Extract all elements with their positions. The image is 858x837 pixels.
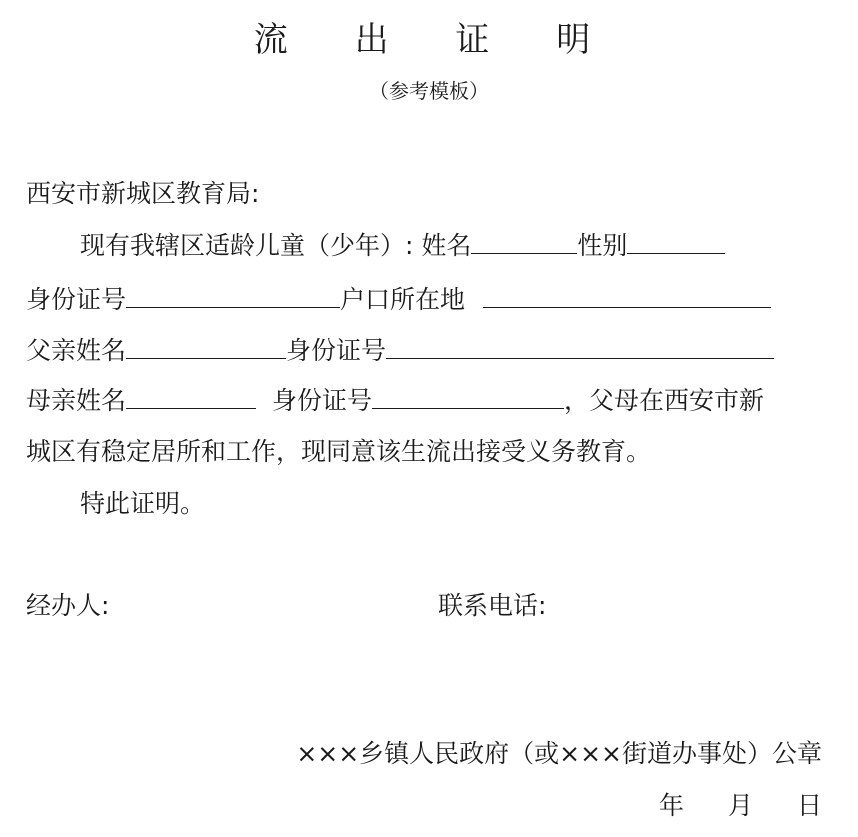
- official-seal-line: ×××乡镇人民政府（或×××街道办事处）公章: [296, 739, 822, 768]
- father-name-blank: [126, 332, 286, 359]
- date-month: 月: [727, 791, 753, 820]
- father-name-label: 父亲姓名: [26, 336, 127, 365]
- closing-text: 特此证明。: [80, 489, 206, 518]
- consent-text: 城区有稳定居所和工作，现同意该生流出接受义务教育。: [26, 437, 652, 466]
- child-info-line: [80, 226, 725, 262]
- child-name-label: 现有我辖区适龄儿童（少年）: 姓名: [80, 231, 472, 260]
- date-day: 日: [796, 791, 822, 820]
- gender-blank: [627, 227, 725, 254]
- document-subtitle: （参考模板）: [369, 79, 489, 103]
- child-name-blank: [471, 227, 577, 254]
- date-year: 年: [658, 791, 684, 820]
- parents-residence-text: ，父母在西安市新: [564, 386, 765, 415]
- hukou-label: 户口所在地: [340, 285, 466, 314]
- mother-line: [26, 381, 764, 417]
- child-id-line: [26, 280, 771, 316]
- phone-label: 联系电话:: [438, 591, 547, 620]
- handler-label: 经办人:: [26, 591, 110, 620]
- document-title: 流 出 证 明: [253, 20, 619, 60]
- child-id-label: 身份证号: [26, 285, 127, 314]
- father-id-label: 身份证号: [286, 336, 387, 365]
- mother-name-blank: [126, 382, 256, 409]
- mother-id-blank: [372, 382, 564, 409]
- gender-label: 性别: [577, 231, 628, 260]
- father-id-blank: [386, 332, 774, 359]
- recipient: 西安市新城区教育局:: [26, 179, 260, 208]
- hukou-blank: [483, 281, 771, 308]
- father-line: [26, 331, 774, 367]
- date-line: [659, 786, 822, 822]
- mother-name-label: 母亲姓名: [26, 386, 127, 415]
- child-id-blank: [126, 281, 340, 308]
- mother-id-label: 身份证号: [272, 386, 373, 415]
